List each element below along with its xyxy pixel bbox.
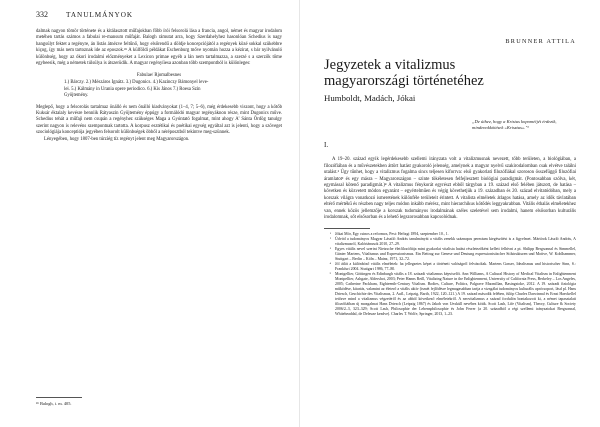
- footnote: [324, 272, 576, 317]
- footnote-text: Jókai Mór, Egy csinos a reformos, Pest: Heftzgi 1894, szeptember 10., 1.: [335, 231, 449, 236]
- left-paragraph: [36, 105, 282, 144]
- footnote-number: ¹: [329, 231, 331, 236]
- footnote-text: Montgellier, Göttingen és Edinburgh vitális a 18. századi vitalizmus képviselői. Ann Williams, A Cultural History of Medical Vitalism in Enlightenment Montpellier, Ashgate, Aldershot, 2003; Peter Hanns Reill, Vitalizing Nature in the Enlightenment, University of California Press, Berkeley – Los Angeles, 2005; Catherine Packham, Eighteenth-Century Vitalism. Bodies, Culture, Politics, Palgrave Macmillan, Basingstoke, 2012. A 19. századi fiziológia működése, kitartás, valamint az életerő a vitális aktív (ismét fejlődésre legmagasabban tartja a vizsgálat tudományos kulturális aprócsoport, lásd pl. Hans Driesch, Geschichte des Vitalismus, 2. Aufl., Leipzig, Barth, 1922, 120–121.) A 19. század második felében, fülöp Charles Darwinnal és Ernst Haeckellel tetőzve mind a vitalizmus végzetéről és az abból következő elméletekről. A neovitalizmus a század fordulón bontakozott ki, a német tapasztalati filozófiáiban új mozgalmat Hans Driesch (Leipzig 1867) és Jakob von Uexküll nevéhez kötik. Scott Lash, Life (Vitalism), Theory, Culture & Society 2006/2–3, 323–329; Scott Lash, Philosophie der Lebensphilosophie és John Ferrer (a 20. századból a régi szellemi irányzatokat Bergsonnal, Whiteheaddal, de Deleuze kezdve). Charles T. Wolfe, Springer, 2013, 1–23.: [335, 272, 576, 317]
- article-body-text: A 19–20. század egyik legérdekesebb szellemi irányzata volt a vitalizmusnak nevezett, több területen, a biológiában, a filozófiában és a művészetekben áttört hatást gyakoroló jelenség, amelynek a magyar nyelvű szakirodalomban csak elvétve találni utalást.² Úgy tűnhet, hogy a vitalizmus fogalma sincs teljesen kiforrva: első gyakorlati filozófiákal szoroson összefüggő filozófiai áramlatot³ és egy másra – Magyarországon – szinte tökéletesen felfejlesztett biológiai paradigmát. (Pontosabban szólva, két, egymással kötenő paradigmát.)⁴ A vitalizmus fénykorát egyrészt ebből tárgyban a 19. század első felében játszott, de hatása – követken és közvetett módon egyaránt – egyértelműen és végig követhetjük a 19. században és 20. század elvitatódóban, mely a korszak világra vonatkozó ismeretének különféle területeit érintett. A vitalista elméletek átlagos hatása, amely az idők távlatában eltérő mértékű és részben nagy teljes módon inkább mérész, mint hierarchikus kötődés leggyakrabban. Vitális éthalás elméletekhez van, ennek közös jellemzője a korszak tudományos irodalmának széles szeletével sem irodalmi, hanem elsősorban kulturális irodalomnak, sőt elsősorban és a lehető legszorosabban kapcsolódnak.: [324, 157, 576, 221]
- footnote: [324, 262, 576, 272]
- left-page: [0, 0, 296, 427]
- poem-line: Gyöjtemény.: [64, 93, 89, 99]
- footnote-number: ³: [329, 246, 331, 251]
- left-page-number: 332: [36, 10, 48, 19]
- footnote-number: ⁵: [329, 272, 331, 277]
- footnote-rule: [36, 397, 82, 398]
- left-footnote-text: ³⁶ Balogh, i. m. 405.: [36, 401, 72, 406]
- poem-block: [64, 73, 282, 100]
- left-running-head: [36, 10, 282, 19]
- left-paragraph-text: Lényegében, hogy 1807-ben túrzíég tíz regényt jelent meg Magyarországon.: [44, 136, 190, 142]
- left-paragraph-text: Meglepő, hogy a felsorolás tartalmaz önálló és nem önálló kiadványokat (1–4, 7; 5–6), még érdekesebb viszont, hogy a kötőb Kuksár éktalaly kevésre benniik Rátyaszin Gyöjtemény éppúgy a formálódó magyar regényáknon része, mint Dugonics műve. Schedius tehát a műfaji nem csupán a regényhez szükséges Maga a Gyóntató fogalmat, mint ahogy A' Sánta Ördög tanulgy szerint nagyon is relevéns szempontnak tartotta. A korpusz esztétikai és poétikai egység egyáltal azt is jelenti, hogy a szöveget szociológiája konceptiója jegyében felsorolt különbségek öbből a néréposztból tekintve meg-szünnek.: [36, 104, 282, 136]
- article-author: BRUNNER ATTILA: [505, 38, 576, 45]
- poem-title: Fabulae/ Rjomalbesnes: [136, 72, 182, 78]
- article-subtitle: Humboldt, Madách, Jókai: [324, 93, 416, 103]
- footnote: [324, 247, 576, 262]
- article-title: [324, 57, 576, 89]
- poem-line: lei. 5.) Kálmány in Urania opere periodico. 6.) Kis János 7.) Roesa Szin: [64, 86, 201, 92]
- left-paragraph: dalmak nagyon tömör története és a kitálasztott műfajokban főbb írói felsorolá lása a francia, angol, német és magyar irodalom metéhen tartás számos a fabulai re-mansum műfaját. Balogh rámutat arra, hogy Szerdahelyhez hasonlóan Schedius is nagy hangsúlyt fektet a regényre, án listás átnézve feltűnő, hogy elsőrendű a döldje koncepciójától a regények közé sokkal szükebbre kiçog, így más nem tartoznak ide az eposzok.³⁶ A külföldi példákat Eschenburg mőve nyomán hozza a kézirat, s bár nyilvánuló különbség, hogy az ókori irodalmi előzményeket a Lexicon primae egyéb a lán nem tartalmazza, a szerzé s a szerzők tőme egybeesik, még a németek túlsúlya is átszerüdik. A magyar regényíiesa azonban több szempontból is különleges:: [36, 29, 282, 67]
- footnotes: [324, 228, 576, 318]
- footnote-text: Egyes vitális nevel szerint Nietzsche életfilozófiája mint gyakorlat vitalista hatást részletezőként kellett felhívni a pt. Shilipp Bergsonnal és Simmellel, Günter Martens, Vitalismus und Expressionismus. Ein Beitrag zur Genese und Deutung expressionistischer Stilstrukturen und Motive, W. Kohlhammer, Stuttgart – Berlin – Köln – Mainz, 1971, 32–72.: [335, 246, 576, 261]
- article-title-line: magyarországi történetéhez: [324, 73, 484, 89]
- poem-line: 1.) Bárczy. 2.) Mészáros Ignátz. 3.) Dugonics. 4.) Kazinczy Bámonyel leve-: [64, 80, 209, 86]
- footnote-text: Üdvöd a tudományos Magyar Lásztló András tanulmányát a vitális zenekk száznapos permium kiegészítést is a figyelmet. Mártírok László András, A vitalizmusról, Kalóriánusok 2010, 27–29.: [335, 236, 576, 246]
- page-gutter: [299, 0, 300, 427]
- right-page: [304, 0, 600, 427]
- footnote-text: Jól átlát a különböző vitális elméletek: ha jellegzetes képet a történeti valóságról felvázoltak. Martens Gasser, Idealismus und historischer Sinn, S.: Frankfurt 2004. Stuttgart 1986, 77–80.: [335, 262, 576, 272]
- epigraph: „De úthez, hogy a Kristus kopoméijét érdezik, mindenokkötések »Krisztus«."¹: [472, 119, 557, 131]
- footnote: [324, 237, 576, 247]
- left-footnote: [36, 397, 82, 406]
- article-title-line: Jegyzetek a vitalizmus: [324, 57, 456, 73]
- article-body: [324, 157, 576, 222]
- footnote-number: ⁴: [329, 262, 331, 266]
- running-head-title: TANULMÁNYOK: [66, 11, 134, 19]
- footnote-rule: [324, 228, 370, 229]
- footnote-number: ²: [329, 236, 331, 241]
- section-number: I.: [324, 141, 329, 150]
